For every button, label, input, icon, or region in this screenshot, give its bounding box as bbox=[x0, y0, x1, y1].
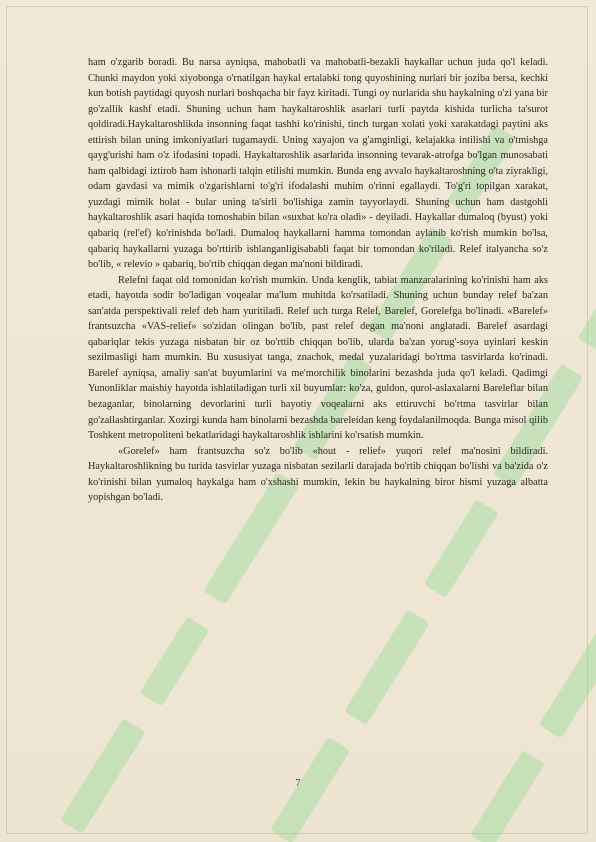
paragraph-1: ham o'zgarib boradi. Bu narsa ayniqsa, mahobatli va mahobatli-bezakli haykallar uchun juda qo'l keladi. Chunki maydon yoki xiyobonga o'rnatilgan haykal ertalabki tong quyoshining nurlari bir joziba bersa, kechki kun botish paytidagi quyosh nurlari boshqacha bir fayz kiritadi. Tungi oy nurlarida shu haykalning o'zi yana bir go'zallik kashf etadi. Shuning uchun ham haykaltaroshlik asarlari turli paytda kishida turlicha ta'surot qoldiradi.Haykaltaroshlikda insonning faqat tashhi ko'rinishi, tinch turgan xolati yoki xarakatdagi paytini aks ettirish bilan uning imkoniyatlari tugamaydi. Uning xayajon va g'amginligi, kelajakka intilishi va o'tmishga qayg'urishi ham o'z ifodasini topadi. Haykaltaroshlik asarlarida insonning tevarak-atrofga bo'lgan munosabati ham qalbidagi iztirob ham ishonarli talqin etilishi mumkin. Bunda eng avvalo haykaltaroshning o'ta ziyrakligi, odam gavdasi va mimik o'zgarishlarni to'g'ri ifodalashi muhim o'rinni egallaydi. To'g'ri topilgan xarakat, yuzdagi mimik holat - bular uning ta'sirli bo'lishiga zamin tayyorlaydi. Shuning uchun ham dastgohli haykaltaroshlik asari haqida tomoshabin bilan «suxbat ko'ra oladi» - deyiladi. Haykallar dumaloq (byust) yoki qabariq (rel'ef) ko'rinishda bo'ladi. Dumaloq haykallarni hamma tomondan aylanib ko'rish mumkin bo'lsa, qabariq haykallarni yuzaga bo'rttirib ishlanganligisababli faqat bir tomondan ko'riladi. Relef italyancha so'z bo'lib, « relevio » qabariq, bo'rtib chiqqan degan ma'noni bildiradi. bbox=[88, 57, 548, 271]
paragraph-3: «Gorelef» ham frantsuzcha so'z bo'lib «hout - relief» yuqori relef ma'nosini bildiradi. Haykaltaroshlikning bu turida tasvirlar yuzaga nisbatan sezilarli darajada bo'rtib chiqqan bo'lishi va ba'zida o'z ko'rinishi bilan yumaloq haykalga ham o'xshashi mumkin, lekin bu haykalning biror hismi yuzaga albatta yopishgan bo'ladi. bbox=[88, 445, 548, 504]
paragraph-2: Relefni faqat old tomonidan ko'rish mumkin. Unda kenglik, tabiat manzaralarining ko'rinishi ham aks etadi, hayotda sodir bo'ladigan voqealar ma'lum muhitda ko'rsatiladi. Shuning uchun bunday relef ba'zan san'atda perspektivali relef deb ham yuritiladi. Relef uch turga Relef, Barelef, Gorelefga bo'linadi. «Barelef» frantsuzcha «VAS-relief» so'zidan olingan bo'lib, past relef degan ma'noni anglatadi. Barelef asardagi qabariqlar tekis yuzaga nisbatan bir oz bo'rttib chiqqan bo'lib, ularda ba'zan yorug'-soya uyinlari keskin sezilmasligi ham mumkin. Bu xususiyat tanga, znachok, medal yuzalaridagi bo'rtma tasvirlarda ko'rinadi. Barelef ayniqsa, amaliy san'at buyumlarini va me'morchilik binolarini bezashda juda qo'l keladi. Qadimgi Yunonliklar maishiy hayotda ishlatiladigan turli xil buyumlar: ko'za, guldon, qurol-aslaxalarni Bareleflar bilan bezaganlar, binolarning devorlarini turli hayotiy voqealarni aks ettiruvchi bo'rtma tasvirlar bilan go'zallashtirganlar. Xozirgi kunda ham binolarni bezashda bareleídan keng foydalanilmoqda. Bunga misol qilib Toshkent metropoliteni bekatlaridagi haykaltaroshlik ishlarini ko'rsatish mumkin. bbox=[88, 274, 548, 442]
body-text bbox=[88, 55, 548, 506]
page-number: 7 bbox=[295, 778, 301, 789]
